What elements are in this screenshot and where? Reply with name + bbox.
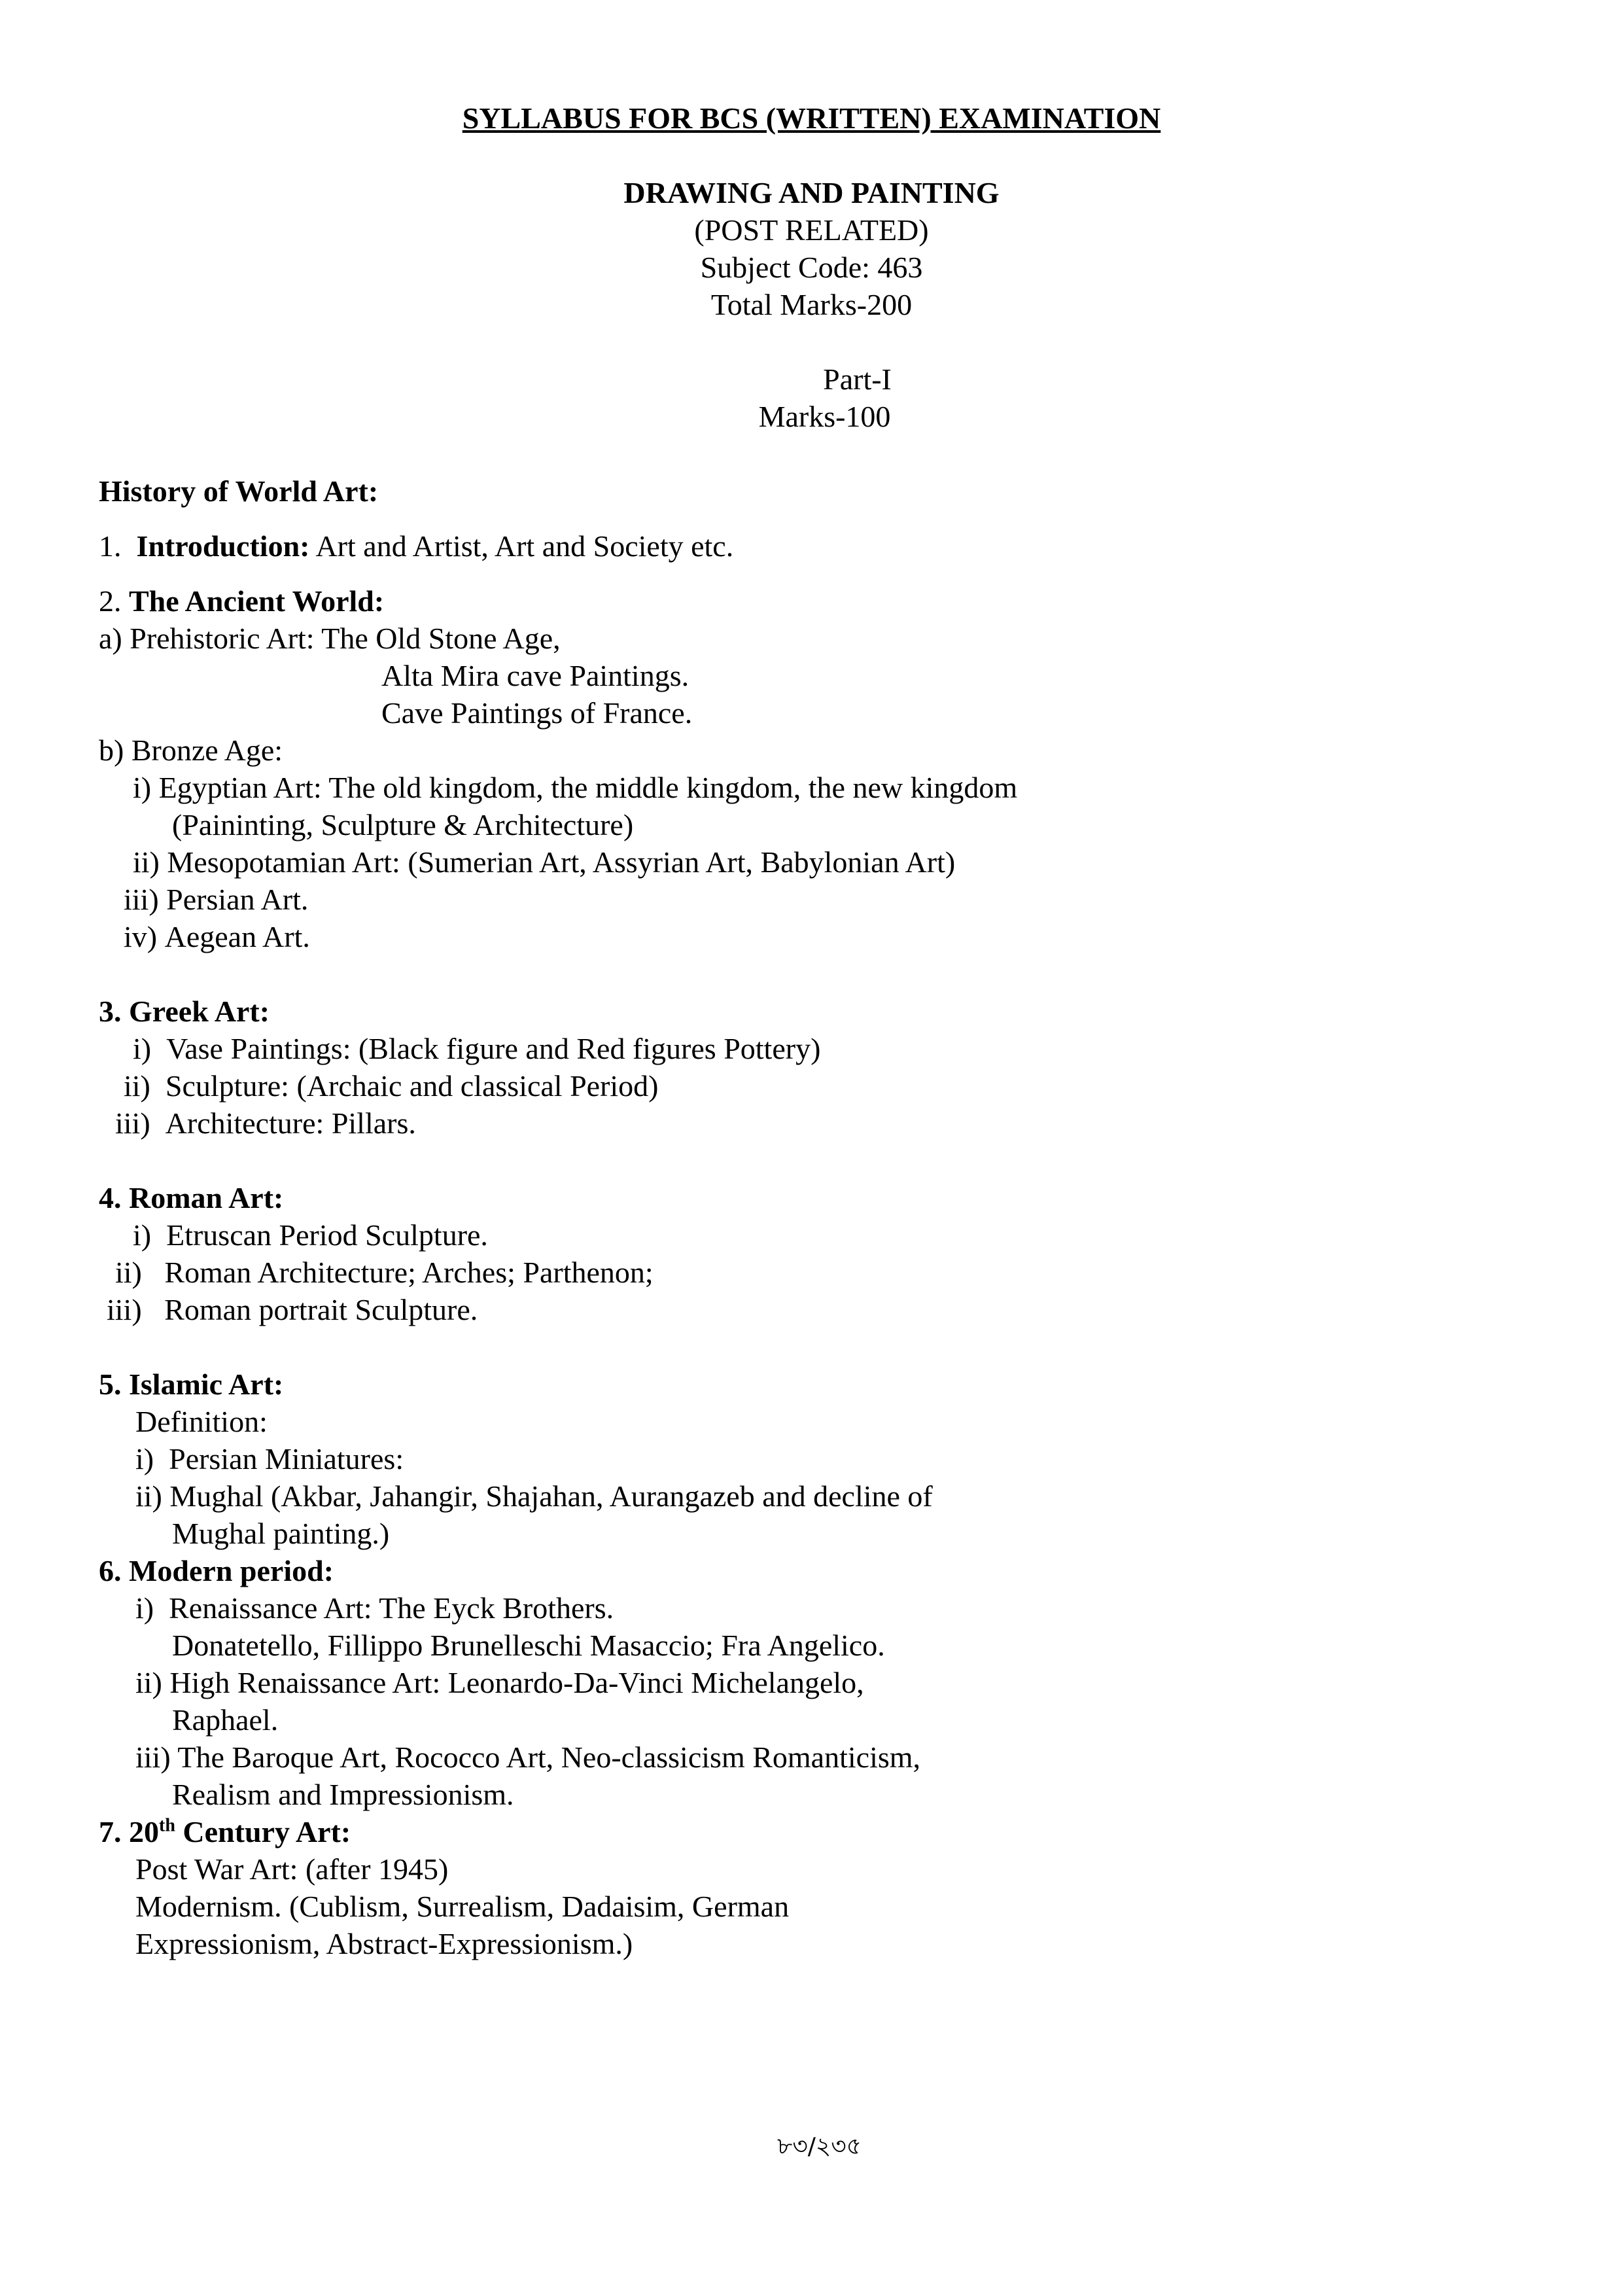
section-title: 3. Greek Art: — [99, 995, 270, 1028]
item-number: iii) — [135, 1740, 171, 1774]
item-text: The Baroque Art, Rococco Art, Neo-classicism Romanticism, — [177, 1740, 921, 1774]
item-number: i) — [135, 1591, 154, 1625]
list-item — [99, 1366, 283, 1404]
total-marks: Total Marks-200 — [710, 288, 913, 321]
list-item: a) Prehistoric Art: The Old Stone Age, — [99, 622, 561, 655]
item-text: Persian Miniatures: — [169, 1442, 404, 1475]
item-number: 1. — [99, 529, 122, 563]
subject-title: DRAWING AND PAINTING — [623, 176, 1000, 209]
item-title: Century Art: — [183, 1815, 351, 1848]
item-text: Roman Architecture; Arches; Parthenon; — [164, 1256, 654, 1289]
part-marks: Marks-100 — [758, 400, 891, 433]
list-item — [115, 1104, 416, 1142]
list-item — [135, 1739, 920, 1776]
item-text: High Renaissance Art: Leonardo-Da-Vinci Michelangelo, — [169, 1666, 864, 1699]
item-number: ii) — [135, 1666, 162, 1699]
part-label: Part-I — [823, 362, 892, 396]
list-item — [133, 1216, 488, 1254]
item-number: i) — [133, 1032, 152, 1065]
list-item — [135, 1664, 864, 1702]
list-item: Cave Paintings of France. — [381, 696, 693, 730]
item-number: 4. — [99, 1181, 122, 1214]
list-item: Alta Mira cave Paintings. — [381, 659, 689, 692]
item-number: iii) — [124, 883, 159, 916]
item-text: Vase Paintings: (Black figure and Red figures Pottery) — [166, 1032, 821, 1065]
list-item: Realism and Impressionism. — [172, 1778, 514, 1811]
item-number: ii) — [135, 1479, 162, 1513]
list-item — [133, 1030, 820, 1068]
item-text: Renaissance Art: The Eyck Brothers. — [169, 1591, 614, 1625]
list-item: i) Egyptian Art: The old kingdom, the middle kingdom, the new kingdom — [133, 771, 1018, 804]
list-item: Expressionism, Abstract-Expressionism.) — [135, 1927, 633, 1960]
item-text: Aegean Art. — [164, 920, 310, 953]
list-item — [99, 582, 384, 620]
item-text: Art and Artist, Art and Society etc. — [315, 529, 734, 563]
item-number: iv) — [124, 920, 158, 953]
post-related: (POST RELATED) — [694, 213, 929, 247]
subject-code: Subject Code: 463 — [700, 251, 923, 284]
list-item: Post War Art: (after 1945) — [135, 1852, 449, 1886]
list-item: Donatetello, Fillippo Brunelleschi Masaccio; Fra Angelico. — [172, 1629, 885, 1662]
list-item: ii) Mesopotamian Art: (Sumerian Art, Assyrian Art, Babylonian Art) — [133, 845, 956, 879]
list-item — [99, 1552, 334, 1590]
item-title-superscript: th — [159, 1815, 175, 1836]
list-item — [107, 1291, 478, 1329]
list-item: (Paininting, Sculpture & Architecture) — [172, 808, 634, 841]
item-title: The Ancient World: — [129, 584, 385, 618]
list-item — [124, 1067, 659, 1105]
item-number: 2. — [99, 584, 122, 618]
item-title-number: 20 — [129, 1815, 159, 1848]
list-item — [135, 1589, 614, 1627]
list-item: Modernism. (Cublism, Surrealism, Dadaisim, German — [135, 1890, 790, 1923]
list-item: Raphael. — [172, 1703, 279, 1737]
page-number: ৮৩/২৩৫ — [777, 2133, 862, 2160]
item-number: i) — [133, 1218, 152, 1252]
list-item — [135, 1440, 404, 1478]
list-item — [99, 1813, 351, 1851]
item-text: Roman portrait Sculpture. — [164, 1293, 478, 1326]
item-text: Etruscan Period Sculpture. — [166, 1218, 488, 1252]
item-number: ii) — [124, 1069, 150, 1103]
item-title: Modern period: — [129, 1554, 334, 1587]
item-text: Mughal (Akbar, Jahangir, Shajahan, Aurangazeb and decline of — [169, 1479, 933, 1513]
item-text: Architecture: Pillars. — [165, 1106, 416, 1140]
item-title: Islamic Art: — [129, 1368, 284, 1401]
item-number: iii) — [115, 1106, 150, 1140]
list-item — [99, 527, 733, 565]
list-item: Mughal painting.) — [172, 1517, 390, 1550]
list-item — [99, 1179, 283, 1217]
document-title: SYLLABUS FOR BCS (WRITTEN) EXAMINATION — [462, 101, 1161, 135]
item-text: Sculpture: (Archaic and classical Period) — [165, 1069, 659, 1103]
list-item — [135, 1477, 933, 1515]
item-title: Roman Art: — [129, 1181, 284, 1214]
item-number: 6. — [99, 1554, 122, 1587]
section-heading: History of World Art: — [99, 474, 379, 508]
list-item — [124, 881, 308, 919]
item-number: 5. — [99, 1368, 122, 1401]
item-number: i) — [135, 1442, 154, 1475]
list-item — [124, 918, 310, 956]
list-item: b) Bronze Age: — [99, 733, 283, 767]
item-number: ii) — [115, 1256, 142, 1289]
item-title: Introduction: — [136, 529, 310, 563]
item-number: iii) — [107, 1293, 142, 1326]
list-item: Definition: — [135, 1405, 268, 1438]
list-item — [115, 1254, 654, 1292]
item-number: 7. — [99, 1815, 122, 1848]
item-text: Persian Art. — [166, 883, 309, 916]
